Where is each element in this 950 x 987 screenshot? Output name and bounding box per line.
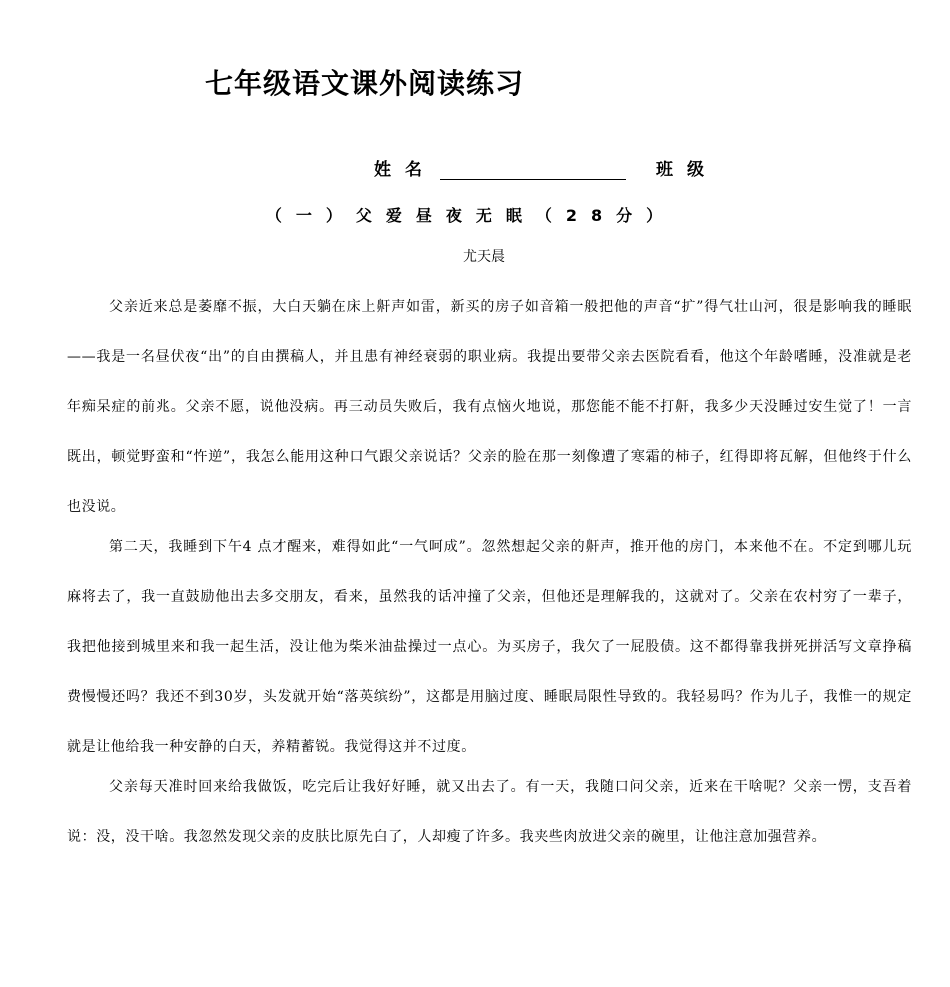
name-label: 姓名 bbox=[374, 160, 436, 180]
name-blank-line[interactable] bbox=[440, 161, 626, 180]
section-heading-text: （一）父爱昼夜无眠（28分） bbox=[265, 206, 677, 225]
document-title: 七年级语文课外阅读练习 bbox=[205, 67, 525, 100]
paragraph: 第二天，我睡到下午4 点才醒来，难得如此“一气呵成”。忽然想起父亲的鼾声，推开他的房门，本来他不在。不定到哪儿玩麻将去了，我一直鼓励他出去多交朋友，看来，虽然我的话冲撞了父亲，但他还是理解我的，这就对了。父亲在农村穷了一辈子，我把他接到城里来和我一起生活，没让他为柴米油盐操过一点心。为买房子，我欠了一屁股债。这不都得靠我拼死拼活写文章挣稿费慢慢还吗？我还不到30岁，头发就开始“落英缤纷”，这都是用脑过度、睡眠局限性导致的。我轻易吗？作为儿子，我惟一的规定就是让他给我一种安静的白天，养精蓄锐。我觉得这并不过度。 bbox=[67, 539, 912, 755]
author-name: 尤天晨 bbox=[463, 249, 505, 265]
class-label: 班级 bbox=[656, 160, 718, 180]
paragraph: 父亲近来总是萎靡不振，大白天躺在床上鼾声如雷，新买的房子如音箱一般把他的声音“扩”得气壮山河，很是影响我的睡眠——我是一名昼伏夜“出”的自由撰稿人，并且患有神经衰弱的职业病。我提出要带父亲去医院看看，他这个年龄嗜睡，没准就是老年痴呆症的前兆。父亲不愿，说他没病。再三动员失败后，我有点恼火地说，那您能不能不打鼾，我多少天没睡过安生觉了！一言既出，顿觉野蛮和“忤逆”，我怎么能用这种口气跟父亲说话？父亲的脸在那一刻像遭了寒霜的柿子，红得即将瓦解，但他终于什么也没说。 bbox=[67, 299, 912, 515]
name-class-row bbox=[374, 155, 718, 180]
article-body bbox=[67, 282, 912, 862]
section-heading bbox=[0, 203, 950, 226]
paragraph: 父亲每天准时回来给我做饭，吃完后让我好好睡，就又出去了。有一天，我随口问父亲，近来在干啥呢？父亲一愣，支吾着说：没，没干啥。我忽然发现父亲的皮肤比原先白了，人却瘦了许多。我夹些肉放进父亲的碗里，让他注意加强营养。 bbox=[67, 779, 912, 845]
